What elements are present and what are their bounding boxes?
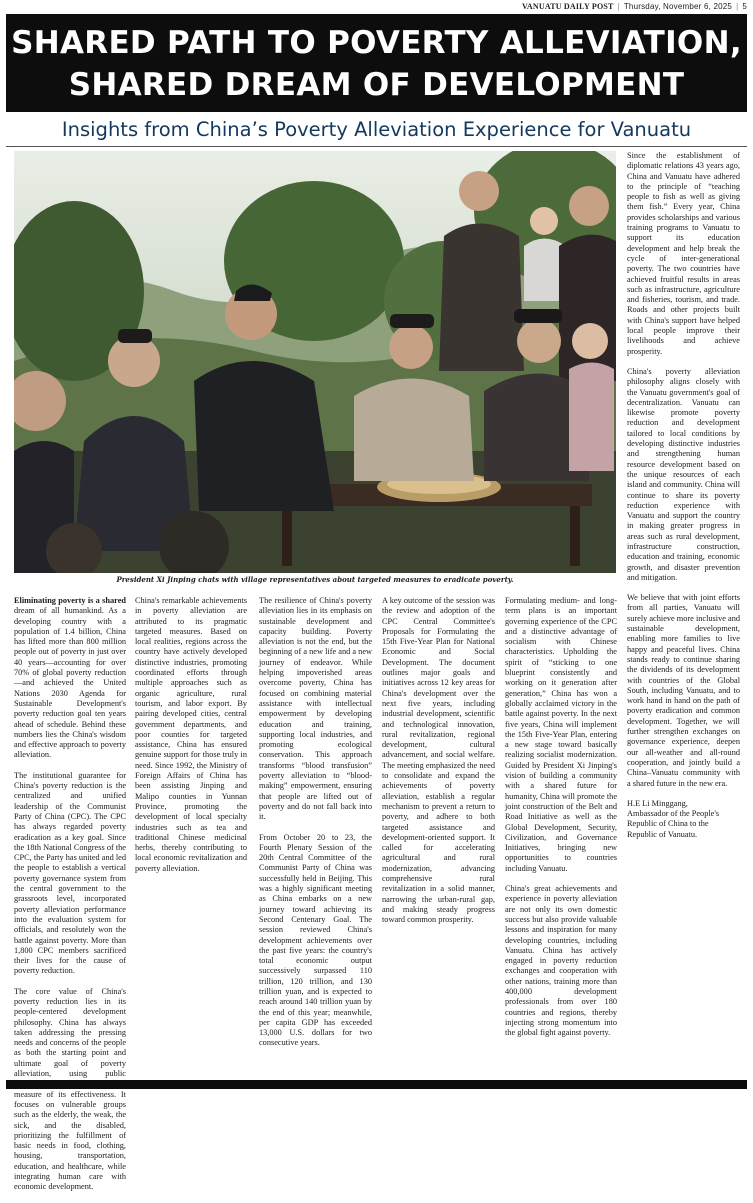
paragraph: The institutional guarantee for China's poverty reduction is the centralized and unified leadership of the Communist Party of China (CPC). The CPC has always regarded poverty eradication as a key goal. Since the 18th National Congress of the CPC, the Party has united and led the people to establish a vertical poverty governance system from the central government to the grassroots level, incorporated poverty alleviation performance into the evaluation system for officials, and resolutely won the battle against poverty. More than 1,800 CPC members sacrificed their lives for the cause of poverty reduction. [14, 770, 126, 976]
article-photo [14, 151, 616, 573]
lead-in: Eliminating poverty is a shared [14, 596, 126, 605]
paragraph: We believe that with joint efforts from all parties, Vanuatu will surely achieve more inclusive and sustainable development, enabling more families to live happy and peaceful lives. China stands ready to continue sharing the dividends of its development with countries of the Global South, including Vanuatu, and to work hand in hand on the path of poverty eradication and common development. Together, we will further strengthen exchanges on governance experience, deepen our all-weather and all-round cooperation, and jointly build a China–Vanuatu community with a shared future in the new era. [627, 593, 740, 788]
masthead-separator: | [617, 1, 620, 11]
paragraph-text: dream of all humankind. As a developing country with a population of 1.4 billion, China has lifted more than 800 million people out of poverty in just over 40 years—accounting for over 70% of global poverty reduction—and achieved the United Nations 2030 Agenda for Sustainable Development's poverty reduction goal ten years ahead of schedule. Behind these numbers lies the China's wisdom and effective approach to poverty alleviation. [14, 606, 126, 760]
subheadline: Insights from China’s Poverty Alleviation Experience for Vanuatu [6, 115, 747, 147]
article-column-4 [382, 596, 495, 936]
bottom-rule [6, 1080, 747, 1089]
article-column-5 [505, 596, 617, 1048]
photo-illustration [14, 151, 616, 573]
masthead-separator: | [736, 1, 739, 11]
paragraph: China's remarkable achievements in poverty alleviation are attributed to its pragmatic targeted measures. Based on local realities, regions across the country have actively developed distinctive industries, promoting coordinated efforts through multiple approaches such as organic agriculture, rural tourism, and labor export. By pairing developed cities, central government departments, and poor counties for targeted assistance, China has ensured genuine support for those truly in need. Since 1992, the Ministry of Foreign Affairs of China has been assisting Jinping and Malipo counties in Yunnan Province, promoting the development of local specialty industries such as tea and traditional Chinese medicinal herbs, thereby contributing to local economic revitalization and poverty alleviation. [135, 596, 247, 873]
issue-date: Thursday, November 6, 2025 [623, 1, 733, 11]
paragraph: The core value of China's poverty reduction lies in its people-centered development philosophy. China has always taken addressing the pressing needs and concerns of the people as both the starting point and ultimate goal of poverty alleviation, using public measure of its effectiveness. It focuses on vulnerable groups such as the elderly, the weak, the sick, and the disabled, prioritizing the fulfillment of basic needs in food, clothing, housing, transportation, education, and healthcare, while integrating human care with economic development. [14, 986, 126, 1192]
paragraph [14, 596, 126, 761]
paragraph: From October 20 to 23, the Fourth Plenary Session of the 20th Central Committee of the Communist Party of China was successfully held in Beijing. This was a highly significant meeting as China embarks on a new journey toward achieving its Second Centenary Goal. The session reviewed China's development achievements over the past five years: the country's total economic output successively surpassed 110 trillion, 120 trillion, and 130 trillion yuan, and is expected to reach around 140 trillion yuan by the end of this year; meanwhile, per capita GDP has exceeded 13,000 U.S. dollars for two consecutive years. [259, 832, 372, 1048]
article-column-6 [627, 151, 740, 840]
page-number: 5 [742, 1, 747, 11]
paragraph: China's great achievements and experience in poverty alleviation are not only its own domestic success but also provide valuable lessons and inspiration for many developing countries, including Vanuatu. China has actively engaged in poverty reduction exchanges and cooperation with other nations, training more than 400,000 development professionals from over 180 countries and regions, thereby injecting strong momentum into the global fight against poverty. [505, 884, 617, 1038]
article-column-2 [135, 596, 247, 884]
signature-name: H.E Li Minggang, [627, 798, 688, 808]
headline-banner [6, 14, 747, 112]
paragraph: China's poverty alleviation philosophy aligns closely with the Vanuatu government's goal of decentralization. Vanuatu can likewise promote poverty reduction and development tailored to local conditions by developing distinctive industries and strengthening human resource development based on the unique resources of each island and community. China will continue to share its poverty reduction experience with Vanuatu and support the country in making greater progress in areas such as rural development, infrastructure construction, education and training, economic growth, and disaster prevention and mitigation. [627, 366, 740, 582]
article-column-3 [259, 596, 372, 1059]
signature-title: Ambassador of the People's Republic of China to the Republic of Vanuatu. [627, 809, 720, 839]
masthead [522, 0, 747, 12]
paragraph: Since the establishment of diplomatic relations 43 years ago, China and Vanuatu have adhered to the principle of “teaching people to fish as well as giving them fish.” Every year, China provides scholarships and various training programs to Vanuatu to support its education development and help break the cycle of inter-generational poverty. The two countries have achieved fruitful results in areas such as infrastructure, agriculture and fisheries, tourism, and trade. Roads and other projects built with China's support have helped local people improve their livelihoods and achieve prosperity. [627, 151, 740, 356]
article-column-1 [14, 596, 126, 1203]
paragraph: Formulating medium- and long-term plans is an important governing experience of the CPC and a distinctive advantage of socialism with Chinese characteristics. Upholding the spirit of “sticking to one blueprint consistently and working on it generation after generation,” China has won a globally acclaimed victory in the battle against poverty. In the next five years, China will implement the 15th Five-Year Plan, entering a new stage toward basically realizing socialist modernization. Guided by President Xi Jinping's vision of building a community with a shared future for humanity, China will promote the joint construction of the Belt and Road Initiative as well as the Global Development, Security, Civilization, and Governance Initiatives, bringing new opportunities to countries including Vanuatu. [505, 596, 617, 873]
paper-name: VANUATU DAILY POST [521, 1, 614, 11]
paragraph: A key outcome of the session was the review and adoption of the CPC Central Committee's Proposals for Formulating the 15th Five-Year Plan for National Economic and Social Development. The document outlines major goals and initiatives across 12 key areas for China's development over the next five years, including industrial development, scientific and technological innovation, rural revitalization, regional development, cultural advancement, and social welfare. The meeting emphasized the need to consolidate and expand the achievements of poverty alleviation, establish a regular mechanism to prevent a return to poverty, and adhere to both targeted assistance and development-oriented support. It called for accelerating agricultural and rural modernization, advancing comprehensive rural revitalization in a solid manner, narrowing the urban-rural gap, and making steady progress toward common prosperity. [382, 596, 495, 925]
photo-caption: President Xi Jinping chats with village representatives about targeted measures to eradicate poverty. [116, 575, 514, 584]
headline-line-1: SHARED PATH TO POVERTY ALLEVIATION, [11, 25, 742, 61]
paragraph: The resilience of China's poverty alleviation lies in its emphasis on sustainable development and capacity building. Poverty alleviation is not the end, but the beginning of a new life and a new journey of endeavor. While helping impoverished areas overcome poverty, China has focused on combining material assistance with intellectual empowerment by developing education and training, supporting local industries, and promoting ecological conservation. This approach transforms “blood transfusion” poverty alleviation to “blood-making” empowerment, ensuring that people are lifted out of poverty and do not fall back into it. [259, 596, 372, 822]
headline-line-2: SHARED DREAM OF DEVELOPMENT [68, 67, 685, 103]
